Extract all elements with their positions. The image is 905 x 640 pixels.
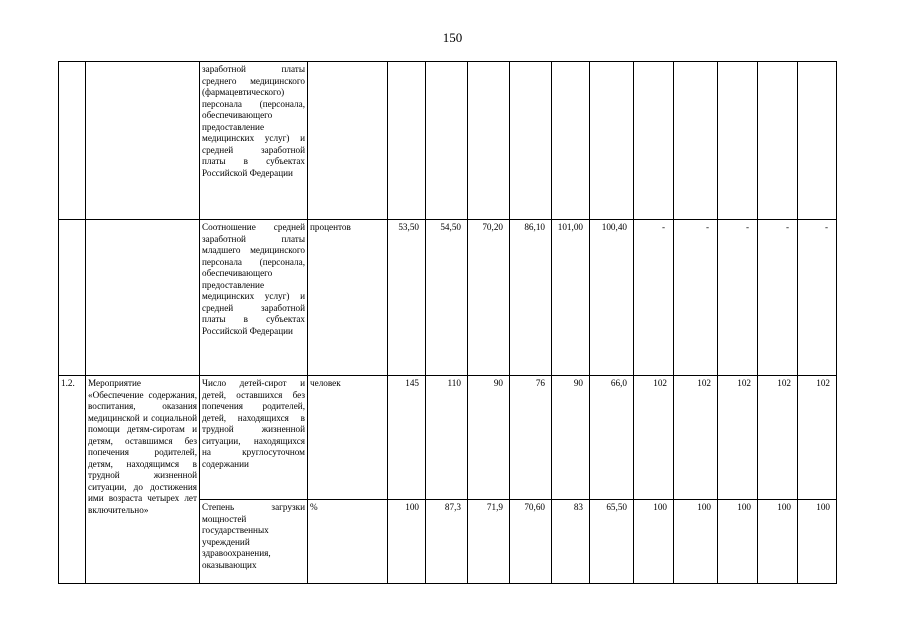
number-cell xyxy=(59,220,86,376)
indicator-cell: Соотношение средней заработной платы младшего медицинского персонала (персонала, обеспечивающего предоставление медицинских услуг) и средней заработной платы в субъектах Российской Федерации xyxy=(200,220,308,376)
value-cell: 110 xyxy=(426,376,468,500)
value-cell: 83 xyxy=(552,500,590,584)
table-row xyxy=(59,220,837,376)
value-cell: 102 xyxy=(634,376,674,500)
indicator-cell: Число детей-сирот и детей, оставшихся без попечения родителей, детей, находящихся в трудной жизненной ситуации, находящихся на круглосуточном содержании xyxy=(200,376,308,500)
value-cell: 76 xyxy=(510,376,552,500)
table-row xyxy=(59,376,837,500)
value-cell: 102 xyxy=(674,376,718,500)
value-cell xyxy=(674,62,718,220)
value-cell xyxy=(552,62,590,220)
number-cell: 1.2. xyxy=(59,376,86,584)
value-cell: 70,20 xyxy=(468,220,510,376)
value-cell: 100 xyxy=(798,500,837,584)
event-cell xyxy=(86,62,200,220)
value-cell: 102 xyxy=(758,376,798,500)
value-cell: 102 xyxy=(718,376,758,500)
value-cell: 70,60 xyxy=(510,500,552,584)
number-cell xyxy=(59,62,86,220)
value-cell: - xyxy=(758,220,798,376)
value-cell: - xyxy=(718,220,758,376)
value-cell: 100,40 xyxy=(590,220,634,376)
value-cell: 66,0 xyxy=(590,376,634,500)
value-cell: 87,3 xyxy=(426,500,468,584)
value-cell xyxy=(468,62,510,220)
value-cell xyxy=(388,62,426,220)
unit-cell: человек xyxy=(308,376,388,500)
event-cell: Мероприятие «Обеспечение содержания, воспитания, оказания медицинской и социальной помощи детям-сиротам и детям, оставшимся без попечения родителей, детям, находящимся в трудной жизненной ситуации, до достижения ими возраста четырех лет включительно» xyxy=(86,376,200,584)
value-cell xyxy=(426,62,468,220)
unit-cell: % xyxy=(308,500,388,584)
event-cell xyxy=(86,220,200,376)
value-cell: - xyxy=(798,220,837,376)
value-cell: 54,50 xyxy=(426,220,468,376)
value-cell: 101,00 xyxy=(552,220,590,376)
value-cell: 100 xyxy=(758,500,798,584)
value-cell xyxy=(590,62,634,220)
unit-cell xyxy=(308,62,388,220)
value-cell: 86,10 xyxy=(510,220,552,376)
value-cell xyxy=(510,62,552,220)
page-number: 150 xyxy=(442,30,463,45)
value-cell: 65,50 xyxy=(590,500,634,584)
value-cell xyxy=(798,62,837,220)
value-cell: 71,9 xyxy=(468,500,510,584)
value-cell xyxy=(718,62,758,220)
indicator-cell: заработной платы среднего медицинского (фармацевтического) персонала (персонала, обеспечивающего предоставление медицинских услуг) и средней заработной платы в субъектах Российской Федерации xyxy=(200,62,308,220)
value-cell: 102 xyxy=(798,376,837,500)
value-cell: - xyxy=(634,220,674,376)
value-cell xyxy=(758,62,798,220)
value-cell xyxy=(634,62,674,220)
value-cell: 100 xyxy=(674,500,718,584)
value-cell: - xyxy=(674,220,718,376)
value-cell: 100 xyxy=(718,500,758,584)
value-cell: 53,50 xyxy=(388,220,426,376)
value-cell: 90 xyxy=(468,376,510,500)
indicators-table xyxy=(58,61,837,584)
unit-cell: процентов xyxy=(308,220,388,376)
value-cell: 90 xyxy=(552,376,590,500)
value-cell: 145 xyxy=(388,376,426,500)
value-cell: 100 xyxy=(388,500,426,584)
value-cell: 100 xyxy=(634,500,674,584)
indicator-cell: Степень загрузки мощностей государственных учреждений здравоохранения, оказывающих xyxy=(200,500,308,584)
table-row xyxy=(59,62,837,220)
